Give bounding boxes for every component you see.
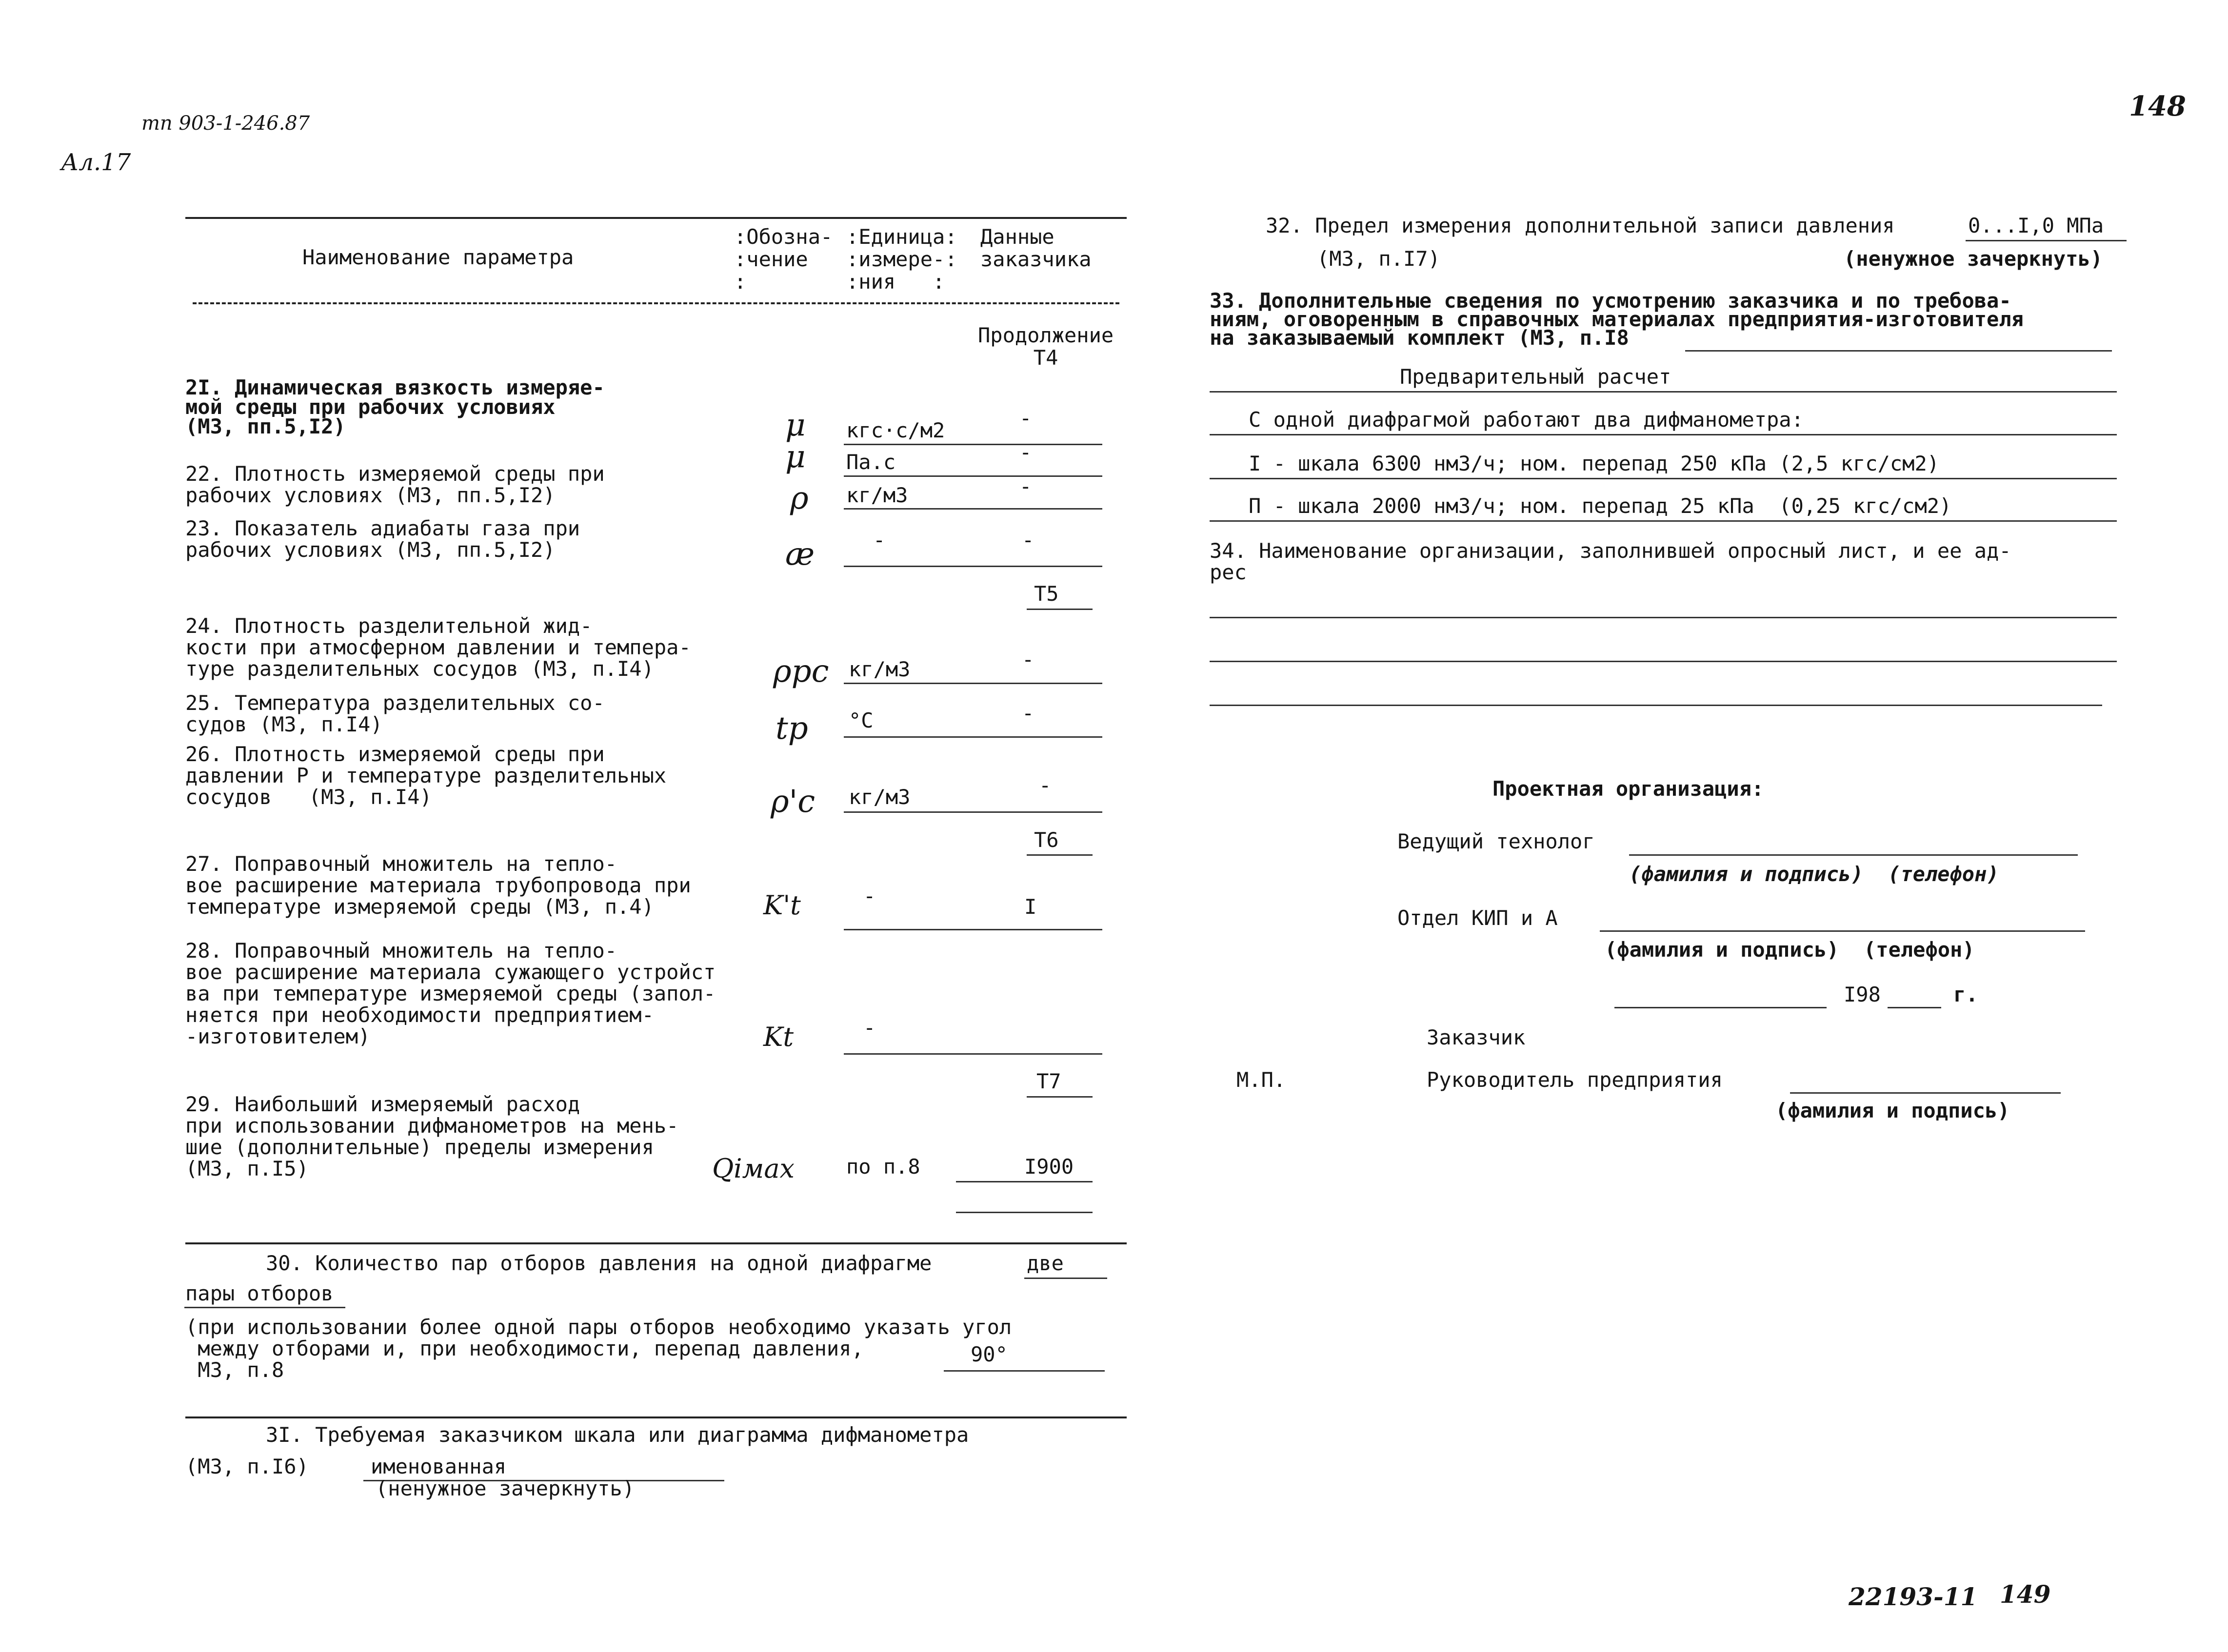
item-32-ref: (МЗ, п.I7)	[1317, 247, 1440, 271]
row-29-symbol: Qiмах	[712, 1153, 795, 1184]
tech-note: (фамилия и подпись) (телефон)	[1629, 862, 1999, 886]
row-24-value: -	[1022, 648, 1034, 671]
document-code: тп 903-1-246.87	[141, 112, 310, 135]
footer-page: 149	[2000, 1580, 2051, 1609]
row-28-underline	[844, 1053, 1102, 1055]
item-34-line-3	[1210, 705, 2102, 706]
row-21-value-1: -	[1019, 406, 1032, 430]
row-21-underline-2	[844, 475, 1102, 477]
row-22-name: 22. Плотность измеряемой среды при рабочих условиях (МЗ, пп.5,I2)	[185, 462, 605, 507]
column-header-name: Наименование параметра	[302, 245, 574, 269]
kip-label: Отдел КИП и А	[1397, 906, 1558, 930]
row-27-unit: -	[863, 884, 876, 908]
row-22-underline	[844, 508, 1102, 510]
section-t4: Продолжение Т4	[978, 323, 1114, 370]
column-header-data: Данные заказчика	[980, 225, 1092, 271]
row-21-value-2: -	[1019, 440, 1032, 464]
row-22-value: -	[1019, 474, 1032, 498]
item-30-underline-3	[944, 1370, 1105, 1372]
table-bottom-rule	[185, 1242, 1127, 1244]
item-30-answer-2: пары отборов	[185, 1281, 334, 1305]
org-title: Проектная организация:	[1492, 777, 1764, 801]
head-note: (фамилия и подпись)	[1775, 1099, 2010, 1122]
row-21-unit-1: кгс·с/м2	[846, 418, 945, 442]
item-33-line-2: С одной диафрагмой работают два дифманометра:	[1249, 408, 1804, 432]
row-29-name: 29. Наибольший измеряемый расход при использовании дифманометров на мень- шие (дополнительные) пределы измерения (МЗ, п.I5)	[185, 1092, 679, 1180]
section-t7-underline	[1027, 1096, 1093, 1098]
row-27-underline	[844, 929, 1102, 930]
head-signature-line	[1790, 1092, 2061, 1094]
row-28-unit: -	[863, 1016, 876, 1040]
row-27-name: 27. Поправочный множитель на тепло- вое расширение материала трубопровода при температуре измеряемой среды (МЗ, п.4)	[185, 852, 691, 919]
tech-label: Ведущий технолог	[1397, 829, 1595, 853]
customer-label: Заказчик	[1427, 1025, 1526, 1049]
kip-note: (фамилия и подпись) (телефон)	[1605, 938, 1975, 962]
item-33-text: 33. Дополнительные сведения по усмотрению заказчика и по требова- ниям, оговоренным в справочных материалах предприятия-изготовителя на заказываемый комплект (МЗ, п.I8	[1210, 289, 2024, 350]
item-32-text: 32. Предел измерения дополнительной записи давления	[1266, 214, 1895, 237]
table-header-rule	[193, 302, 1119, 304]
sheet-label: Ал.17	[61, 149, 131, 176]
item-30-note: (при использовании более одной пары отборов необходимо указать угол между отборами и, при необходимости, перепад давления, МЗ, п.8	[185, 1315, 1012, 1382]
row-21-name: 2I. Динамическая вязкость измеряе- мой среды при рабочих условиях (МЗ, пп.5,I2)	[185, 375, 605, 438]
row-27-value: I	[1024, 895, 1037, 919]
year-label: I98	[1844, 983, 1881, 1006]
column-header-unit: :Единица: :измере-: :ния :	[846, 225, 957, 294]
item-33-underline-2	[1210, 434, 2117, 435]
item-33-line-1: Предварительный расчет	[1400, 365, 1671, 389]
row-26-unit: кг/м3	[849, 785, 911, 809]
row-21-unit-2: Па.с	[846, 450, 896, 474]
item-33-line-4: П - шкала 2000 нм3/ч; ном. перепад 25 кПа (0,25 кгс/см2)	[1249, 494, 1952, 518]
year-suffix: г.	[1953, 983, 1978, 1006]
item-31-ref: (МЗ, п.I6)	[185, 1455, 309, 1478]
row-24-symbol: ρрс	[773, 653, 829, 689]
item-31-answer: именованная	[371, 1455, 507, 1478]
row-22-unit: кг/м3	[846, 483, 908, 507]
row-24-unit: кг/м3	[849, 657, 911, 681]
section-t5: Т5	[1034, 582, 1059, 606]
item-34-text: 34. Наименование организации, заполнившей опросный лист, и ее ад- рес	[1210, 539, 2011, 584]
item-33-underline-0	[1685, 350, 2112, 352]
kip-signature-line	[1600, 930, 2085, 932]
row-21-underline-1	[844, 444, 1102, 445]
row-23-name: 23. Показатель адиабаты газа при рабочих условиях (МЗ, пп.5,I2)	[185, 516, 580, 562]
row-23-underline	[844, 566, 1102, 567]
row-28-symbol: Kt	[763, 1022, 794, 1052]
item-32-note: (ненужное зачеркнуть)	[1844, 247, 2103, 271]
row-25-underline	[844, 736, 1102, 738]
head-label: Руководитель предприятия	[1427, 1068, 1723, 1092]
section-t6: Т6	[1034, 828, 1059, 852]
row-26-underline	[844, 811, 1102, 813]
row-27-symbol: K't	[763, 890, 801, 921]
row-25-value: -	[1022, 701, 1034, 725]
row-25-unit: °С	[849, 708, 874, 732]
footer-code: 22193-11	[1849, 1582, 1978, 1611]
column-header-symbol: :Обозна- :чение :	[734, 225, 833, 294]
row-26-symbol: ρ'с	[771, 784, 816, 820]
item-30-underline-2	[184, 1307, 345, 1308]
item-30-angle: 90°	[971, 1342, 1008, 1366]
row-22-symbol: ρ	[790, 480, 809, 516]
item-30-answer-1: две	[1027, 1251, 1064, 1275]
tech-signature-line	[1629, 854, 2078, 856]
section-t6-underline	[1027, 854, 1093, 856]
item-31-note: (ненужное зачеркнуть)	[376, 1476, 635, 1500]
item-33-line-3: I - шкала 6300 нм3/ч; ном. перепад 250 кПа (2,5 кгс/см2)	[1249, 452, 1940, 475]
row-26-value: -	[1039, 773, 1052, 797]
row-24-underline	[844, 683, 1102, 684]
item-32-value: 0...I,0 МПа	[1968, 214, 2104, 237]
item-30-rule	[185, 1416, 1127, 1418]
item-33-underline-1	[1210, 391, 2117, 393]
row-25-symbol: tр	[776, 710, 808, 747]
item-32-underline	[1966, 240, 2127, 241]
row-23-symbol: æ	[785, 536, 815, 572]
row-21-symbol-1: μ	[785, 407, 806, 443]
row-25-name: 25. Температура разделительных со- судов (МЗ, п.I4)	[185, 691, 605, 736]
row-23-value: -	[1022, 528, 1034, 552]
row-29-value: I900	[1024, 1155, 1074, 1179]
item-34-line-2	[1210, 661, 2117, 662]
stamp-label: М.П.	[1236, 1068, 1286, 1092]
page-number: 148	[2129, 90, 2186, 122]
item-34-line-1	[1210, 617, 2117, 618]
row-23-unit: -	[873, 528, 886, 552]
item-33-underline-4	[1210, 520, 2117, 522]
row-29-underline	[956, 1181, 1093, 1182]
item-31-text: 3I. Требуемая заказчиком шкала или диаграмма дифманометра	[266, 1423, 969, 1447]
date-line	[1614, 1007, 1827, 1008]
row-29-underline-2	[956, 1212, 1093, 1213]
row-24-name: 24. Плотность разделительной жид- кости при атмосферном давлении и темпера- туре разделительных сосудов (МЗ, п.I4)	[185, 614, 691, 681]
section-t5-underline	[1027, 609, 1093, 610]
row-21-symbol-2: μ	[785, 439, 806, 475]
row-26-name: 26. Плотность измеряемой среды при давлении Р и температуре разделительных сосудов (МЗ, п.I4)	[185, 742, 667, 809]
table-top-rule	[185, 217, 1127, 219]
row-29-unit: по п.8	[846, 1155, 920, 1179]
row-28-name: 28. Поправочный множитель на тепло- вое расширение материала сужающего устройст ва при температуре измеряемой среды (запол- няется при необходимости предприятием- -изготовителем)	[185, 939, 716, 1048]
year-line	[1888, 1007, 1941, 1008]
item-30-text: 30. Количество пар отборов давления на одной диафрагме	[266, 1251, 932, 1275]
item-33-underline-3	[1210, 478, 2117, 479]
section-t7: Т7	[1036, 1069, 1061, 1093]
item-30-underline-1	[1024, 1278, 1107, 1279]
